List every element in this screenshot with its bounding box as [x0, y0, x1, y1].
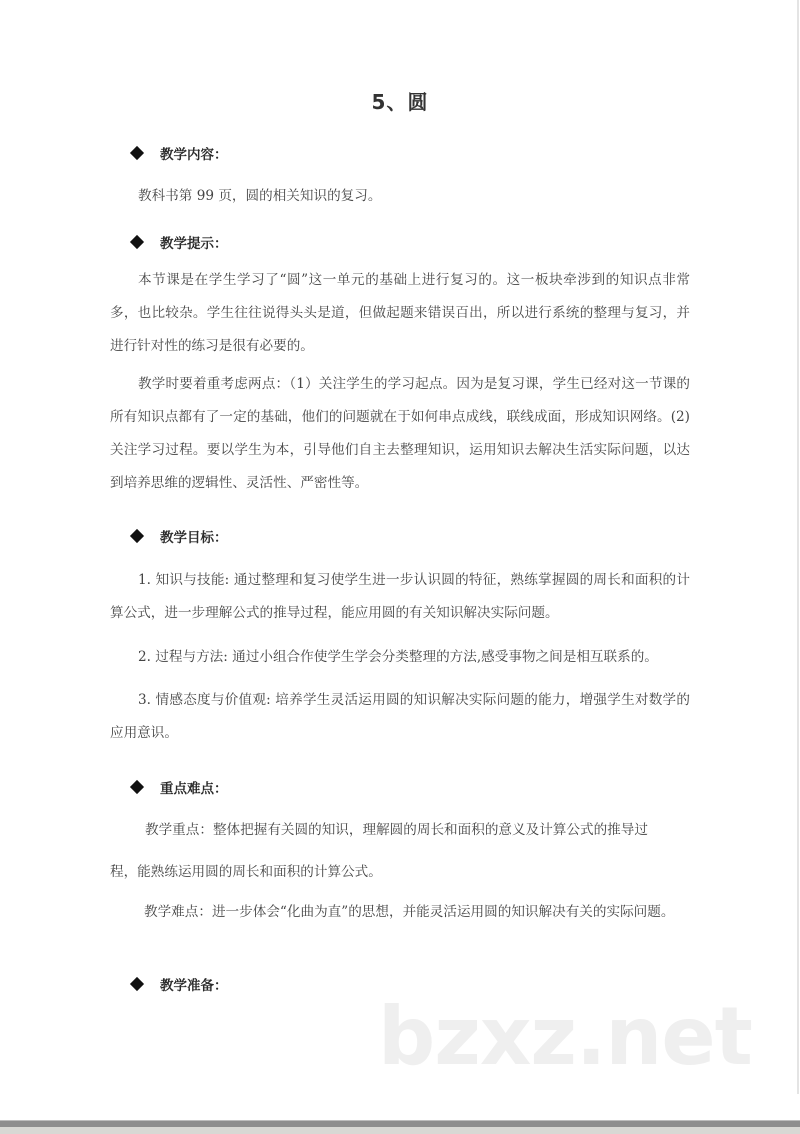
diamond-bullet-icon — [130, 977, 144, 991]
hints-paragraph-2: 教学时要着重考虑两点：（1）关注学生的学习起点。因为是复习课，学生已经对这一节课的所有知识点都有了一定的基础，他们的问题就在于如何串点成线，联线成面，形成知识网络。(2) 关注学习过程。要以学生为本，引导他们自主去整理知识，运用知识去解决生活实际问题，以达到培养思维的逻辑性、灵活性、严密性等。 — [110, 376, 690, 491]
watermark: bzxz.net — [378, 990, 752, 1083]
section-heading-hints: 教学提示： — [130, 232, 228, 252]
content-paragraph: 教科书第 99 页，圆的相关知识的复习。 — [138, 188, 382, 204]
goal-attitude-values: 3. 情感态度与价值观: 培养学生灵活运用圆的知识解决实际问题的能力，增强学生对数学的应用意识。 — [110, 692, 690, 741]
diamond-bullet-icon — [130, 146, 144, 160]
bottom-edge — [0, 1127, 800, 1134]
goal-process-method: 2. 过程与方法: 通过小组合作使学生学会分类整理的方法,感受事物之间是相互联系的。 — [138, 649, 658, 665]
difficult-point-paragraph: 教学难点：进一步体会“化曲为直”的思想，并能灵活运用圆的知识解决有关的实际问题。 — [144, 904, 675, 920]
diamond-bullet-icon — [130, 529, 144, 543]
section-heading-goals: 教学目标： — [130, 526, 228, 546]
section-heading-content: 教学内容： — [130, 143, 228, 163]
page-title: 5、圆 — [371, 90, 429, 114]
goal-knowledge-skills: 1. 知识与技能: 通过整理和复习使学生进一步认识圆的特征，熟练掌握圆的周长和面积的计算公式，进一步理解公式的推导过程，能应用圆的有关知识解决实际问题。 — [110, 572, 690, 621]
section-heading-key-points: 重点难点： — [130, 777, 228, 797]
key-point-line-2: 程，能熟练运用圆的周长和面积的计算公式。 — [110, 864, 382, 880]
key-point-line-1: 教学重点：整体把握有关圆的知识，理解圆的周长和面积的意义及计算公式的推导过 — [145, 822, 648, 838]
diamond-bullet-icon — [130, 235, 144, 249]
section-heading-preparation: 教学准备： — [130, 974, 228, 994]
diamond-bullet-icon — [130, 780, 144, 794]
horizontal-scrollbar[interactable] — [0, 1120, 800, 1127]
hints-paragraph-1: 本节课是在学生学习了“圆”这一单元的基础上进行复习的。这一板块牵涉到的知识点非常多，也比较杂。学生往往说得头头是道，但做起题来错误百出，所以进行系统的整理与复习，并进行针对性的练习是很有必要的。 — [110, 272, 690, 354]
